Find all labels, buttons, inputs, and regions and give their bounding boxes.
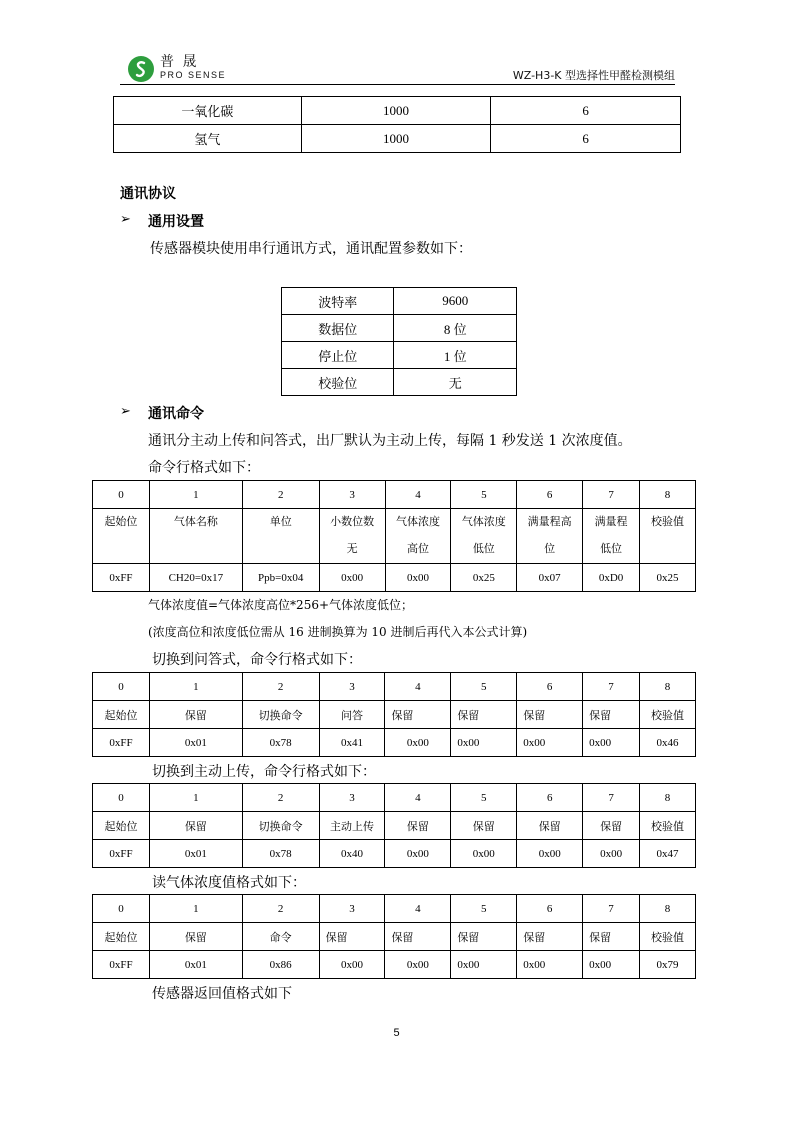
- byte-index-cell: 3: [319, 673, 385, 701]
- byte-name-cell: 保留: [385, 923, 451, 951]
- gas-range-cell: 1000: [301, 125, 491, 153]
- byte-value-cell: 0x25: [451, 564, 517, 592]
- section-title: 通讯协议: [120, 186, 176, 202]
- table-row: [93, 481, 696, 509]
- byte-index-cell: 3: [319, 895, 385, 923]
- byte-index-cell: 2: [242, 481, 319, 509]
- byte-index-cell: 8: [640, 673, 696, 701]
- active-format-table: [92, 783, 696, 868]
- table-row: [93, 812, 696, 840]
- byte-value-cell: 0x78: [242, 840, 319, 868]
- byte-value-cell: 0x41: [319, 729, 385, 757]
- byte-value-cell: 0x40: [319, 840, 385, 868]
- byte-index-cell: 1: [149, 481, 242, 509]
- byte-value-cell: 0xFF: [93, 951, 150, 979]
- byte-index-cell: 8: [640, 481, 696, 509]
- byte-value-cell: 0x00: [517, 951, 583, 979]
- byte-value-cell: 0x00: [385, 729, 451, 757]
- byte-name-cell: 保留: [583, 812, 640, 840]
- byte-index-cell: 0: [93, 895, 150, 923]
- byte-index-cell: 4: [385, 481, 451, 509]
- byte-name-cell: 保留: [517, 701, 583, 729]
- serial-value-cell: 9600: [394, 288, 517, 315]
- gas-name-cell: 氢气: [114, 125, 302, 153]
- byte-value-cell: 0x00: [517, 729, 583, 757]
- general-settings-heading: 通用设置: [148, 214, 204, 230]
- format-label: 命令行格式如下：: [148, 460, 260, 476]
- table-row: [282, 342, 517, 369]
- byte-value-cell: 0x00: [451, 840, 517, 868]
- byte-index-cell: 7: [583, 481, 640, 509]
- table-row: [93, 895, 696, 923]
- byte-name-cell: [319, 509, 385, 564]
- byte-name-cell: 保留: [385, 701, 451, 729]
- byte-index-cell: 6: [517, 784, 583, 812]
- byte-index-cell: 8: [640, 895, 696, 923]
- general-settings-intro: 传感器模块使用串行通讯方式，通讯配置参数如下：: [150, 241, 472, 257]
- byte-value-cell: 0x47: [640, 840, 696, 868]
- byte-name-cell: [451, 509, 517, 564]
- byte-name-cell: 切换命令: [242, 701, 319, 729]
- byte-value-cell: 0x00: [583, 951, 640, 979]
- table-row: [282, 369, 517, 396]
- byte-index-cell: 5: [451, 481, 517, 509]
- byte-name-cell: [385, 509, 451, 564]
- read-format-label: 读气体浓度值格式如下：: [152, 875, 306, 891]
- table-row: [114, 125, 681, 153]
- byte-index-cell: 7: [583, 784, 640, 812]
- byte-name-cell: 主动上传: [319, 812, 385, 840]
- byte-index-cell: 2: [242, 895, 319, 923]
- gas-value-cell: 6: [491, 97, 681, 125]
- byte-name-cell: 保留: [583, 701, 640, 729]
- byte-value-cell: 0x01: [149, 951, 242, 979]
- byte-index-cell: 0: [93, 481, 150, 509]
- byte-index-cell: 7: [583, 673, 640, 701]
- gas-value-cell: 6: [491, 125, 681, 153]
- serial-param-cell: 停止位: [282, 342, 394, 369]
- byte-name-line: 低位: [600, 543, 623, 555]
- byte-value-cell: 0x78: [242, 729, 319, 757]
- byte-name-cell: [517, 509, 583, 564]
- commands-heading: 通讯命令: [148, 406, 204, 422]
- byte-value-cell: 0x00: [385, 951, 451, 979]
- byte-name-cell: 保留: [451, 701, 517, 729]
- active-format-label: 切换到主动上传，命令行格式如下：: [152, 764, 376, 780]
- byte-value-cell: 0x00: [319, 951, 385, 979]
- byte-value-cell: 0xFF: [93, 840, 150, 868]
- byte-index-cell: 1: [149, 784, 242, 812]
- table-row: [282, 288, 517, 315]
- gas-name-cell: 一氧化碳: [114, 97, 302, 125]
- byte-name-cell: 校验值: [640, 812, 696, 840]
- byte-name-cell: [640, 509, 696, 564]
- qa-format-table: [92, 672, 696, 757]
- byte-name-line: 单位: [269, 516, 292, 528]
- byte-name-cell: 保留: [517, 812, 583, 840]
- byte-name-cell: [149, 509, 242, 564]
- table-row: [93, 951, 696, 979]
- table-row: [93, 509, 696, 564]
- byte-value-cell: 0x25: [640, 564, 696, 592]
- header-divider: [120, 84, 675, 85]
- byte-index-cell: 7: [583, 895, 640, 923]
- byte-index-cell: 6: [517, 895, 583, 923]
- byte-name-cell: 问答: [319, 701, 385, 729]
- byte-name-line: 小数位数: [330, 516, 375, 528]
- qa-format-label: 切换到问答式，命令行格式如下：: [152, 652, 362, 668]
- byte-index-cell: 0: [93, 784, 150, 812]
- byte-name-line: 高位: [406, 543, 429, 555]
- byte-name-cell: 保留: [451, 812, 517, 840]
- byte-name-cell: 起始位: [93, 923, 150, 951]
- table-row: [93, 673, 696, 701]
- byte-name-cell: 校验值: [640, 923, 696, 951]
- byte-name-cell: 起始位: [93, 812, 150, 840]
- document-title: WZ-H3-K 型选择性甲醛检测模组: [512, 69, 675, 82]
- byte-value-cell: 0x86: [242, 951, 319, 979]
- byte-index-cell: 6: [517, 673, 583, 701]
- read-format-table: [92, 894, 696, 979]
- byte-name-line: 无: [346, 543, 358, 555]
- byte-index-cell: 3: [319, 784, 385, 812]
- byte-name-cell: 校验值: [640, 701, 696, 729]
- byte-value-cell: 0x00: [451, 951, 517, 979]
- return-format-label: 传感器返回值格式如下: [152, 986, 292, 1002]
- byte-name-line: 气体浓度: [395, 516, 440, 528]
- byte-name-line: 满量程: [594, 516, 628, 528]
- byte-name-cell: 保留: [451, 923, 517, 951]
- byte-value-cell: 0x00: [319, 564, 385, 592]
- bullet-arrow-icon: ➢: [120, 212, 131, 227]
- byte-value-cell: 0x00: [517, 840, 583, 868]
- byte-name-line: 气体名称: [173, 516, 218, 528]
- byte-index-cell: 1: [149, 895, 242, 923]
- byte-name-cell: 保留: [149, 812, 242, 840]
- byte-name-cell: 起始位: [93, 701, 150, 729]
- page-number: 5: [393, 1027, 400, 1039]
- table-row: [93, 923, 696, 951]
- byte-name-cell: 保留: [583, 923, 640, 951]
- byte-value-cell: 0x01: [149, 729, 242, 757]
- byte-index-cell: 1: [149, 673, 242, 701]
- byte-value-cell: 0xFF: [93, 564, 150, 592]
- serial-config-table: [281, 287, 517, 396]
- byte-index-cell: 2: [242, 673, 319, 701]
- byte-name-cell: 保留: [149, 923, 242, 951]
- byte-value-cell: 0x00: [583, 729, 640, 757]
- byte-name-cell: 保留: [149, 701, 242, 729]
- table-row: [93, 564, 696, 592]
- byte-value-cell: CH20=0x17: [149, 564, 242, 592]
- table-row: [114, 97, 681, 125]
- byte-index-cell: 4: [385, 895, 451, 923]
- gas-range-cell: 1000: [301, 97, 491, 125]
- byte-index-cell: 8: [640, 784, 696, 812]
- table-row: [93, 701, 696, 729]
- bullet-arrow-icon: ➢: [120, 404, 131, 419]
- byte-name-cell: [93, 509, 150, 564]
- serial-param-cell: 数据位: [282, 315, 394, 342]
- byte-index-cell: 0: [93, 673, 150, 701]
- table-row: [93, 784, 696, 812]
- serial-value-cell: 1 位: [394, 342, 517, 369]
- serial-value-cell: 8 位: [394, 315, 517, 342]
- byte-value-cell: 0x01: [149, 840, 242, 868]
- byte-name-line: 满量程高: [527, 516, 572, 528]
- byte-index-cell: 4: [385, 784, 451, 812]
- byte-name-line: 起始位: [104, 516, 138, 528]
- byte-value-cell: 0x00: [583, 840, 640, 868]
- byte-value-cell: 0x00: [385, 840, 451, 868]
- byte-value-cell: 0x07: [517, 564, 583, 592]
- prosense-logo-icon: [128, 56, 154, 82]
- commands-intro: 通讯分主动上传和问答式，出厂默认为主动上传，每隔 1 秒发送 1 次浓度值。: [148, 433, 632, 449]
- logo-english-name: PRO SENSE: [160, 70, 227, 80]
- byte-index-cell: 5: [451, 895, 517, 923]
- byte-index-cell: 2: [242, 784, 319, 812]
- serial-param-cell: 校验位: [282, 369, 394, 396]
- byte-name-cell: 保留: [319, 923, 385, 951]
- byte-index-cell: 5: [451, 673, 517, 701]
- byte-index-cell: 5: [451, 784, 517, 812]
- gas-range-table: [113, 96, 681, 153]
- byte-name-cell: 切换命令: [242, 812, 319, 840]
- byte-name-line: 低位: [472, 543, 495, 555]
- upload-format-table: [92, 480, 696, 592]
- byte-value-cell: 0x00: [385, 564, 451, 592]
- serial-value-cell: 无: [394, 369, 517, 396]
- byte-name-cell: 保留: [385, 812, 451, 840]
- byte-name-line: 位: [544, 543, 556, 555]
- byte-value-cell: 0x46: [640, 729, 696, 757]
- table-row: [282, 315, 517, 342]
- serial-param-cell: 波特率: [282, 288, 394, 315]
- concentration-formula-note: (浓度高位和浓度低位需从 16 进制换算为 10 进制后再代入本公式计算): [148, 625, 528, 639]
- byte-index-cell: 4: [385, 673, 451, 701]
- byte-name-cell: 命令: [242, 923, 319, 951]
- table-row: [93, 729, 696, 757]
- concentration-formula: 气体浓度值=气体浓度高位*256+气体浓度低位；: [148, 598, 414, 612]
- byte-value-cell: 0x79: [640, 951, 696, 979]
- byte-name-cell: 保留: [517, 923, 583, 951]
- logo-chinese-name: 普 晟: [160, 54, 199, 70]
- byte-index-cell: 6: [517, 481, 583, 509]
- byte-name-cell: [242, 509, 319, 564]
- table-row: [93, 840, 696, 868]
- byte-index-cell: 3: [319, 481, 385, 509]
- byte-value-cell: 0xD0: [583, 564, 640, 592]
- byte-name-line: 校验值: [651, 516, 684, 528]
- byte-value-cell: 0xFF: [93, 729, 150, 757]
- byte-value-cell: Ppb=0x04: [242, 564, 319, 592]
- byte-name-cell: [583, 509, 640, 564]
- byte-name-line: 气体浓度: [461, 516, 506, 528]
- byte-value-cell: 0x00: [451, 729, 517, 757]
